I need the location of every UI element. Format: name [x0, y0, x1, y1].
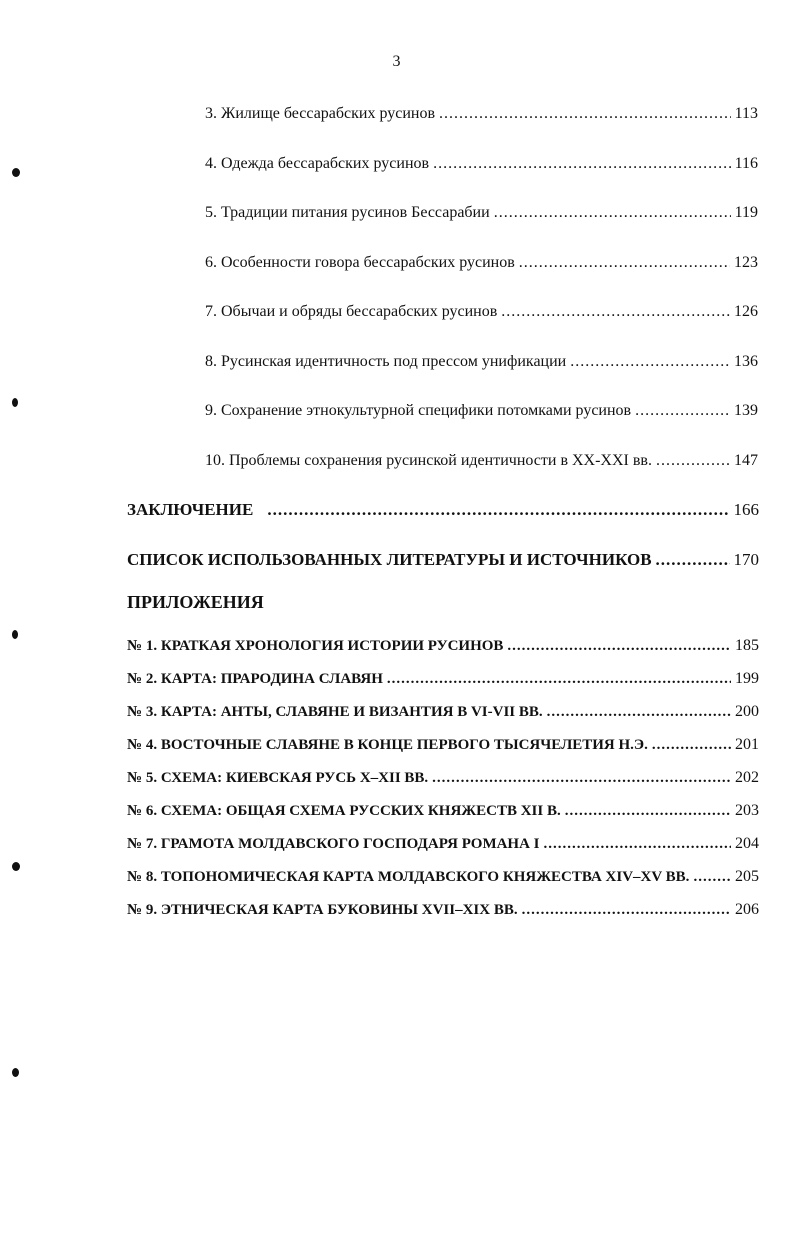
- appendix-entry[interactable]: [127, 736, 759, 754]
- appendix-entry[interactable]: [127, 868, 759, 886]
- appendix-entry-label: № 4. ВОСТОЧНЫЕ СЛАВЯНЕ В КОНЦЕ ПЕРВОГО ТЫСЯЧЕЛЕТИЯ Н.Э.: [127, 737, 648, 753]
- appendix-entry[interactable]: [127, 637, 759, 655]
- appendix-entry-page: 201: [735, 736, 759, 753]
- toc-entry[interactable]: [205, 254, 758, 272]
- toc-entry[interactable]: [205, 353, 758, 371]
- toc-entry-page: 166: [733, 500, 759, 519]
- toc-entry-label: СПИСОК ИСПОЛЬЗОВАННЫХ ЛИТЕРАТУРЫ И ИСТОЧНИКОВ: [127, 550, 652, 569]
- toc-entry-conclusion[interactable]: [127, 500, 759, 520]
- appendix-entry-page: 200: [735, 703, 759, 720]
- leader-dots: [432, 770, 731, 787]
- appendix-entry[interactable]: [127, 835, 759, 853]
- toc-entry-page: 147: [734, 452, 758, 469]
- toc-entry-page: 116: [734, 155, 758, 172]
- toc-entry-label: 9. Сохранение этнокультурной специфики потомками русинов: [205, 402, 632, 419]
- toc-entry[interactable]: [205, 204, 758, 222]
- appendix-entry-label: № 2. КАРТА: ПРАРОДИНА СЛАВЯН: [127, 671, 383, 687]
- appendix-entry[interactable]: [127, 769, 759, 787]
- appendix-entry-label: № 9. ЭТНИЧЕСКАЯ КАРТА БУКОВИНЫ XVII–XIX ВВ.: [127, 902, 518, 918]
- toc-entry-label: 8. Русинская идентичность под прессом унификации: [205, 353, 567, 370]
- leader-dots: [433, 155, 731, 173]
- leader-dots: [635, 402, 730, 420]
- appendix-entry-label: № 8. ТОПОНОМИЧЕСКАЯ КАРТА МОЛДАВСКОГО КНЯЖЕСТВА XIV–XV ВВ.: [127, 869, 690, 885]
- toc-entry-bibliography[interactable]: [127, 550, 759, 570]
- appendix-entry-page: 204: [735, 835, 759, 852]
- toc-entry-page: 123: [734, 254, 758, 271]
- scan-mark: [12, 398, 18, 407]
- appendix-entry-label: № 7. ГРАМОТА МОЛДАВСКОГО ГОСПОДАРЯ РОМАНА I: [127, 836, 540, 852]
- scan-mark: [12, 630, 18, 639]
- leader-dots: [656, 550, 730, 570]
- appendix-entry-label: № 3. КАРТА: АНТЫ, СЛАВЯНЕ И ВИЗАНТИЯ В VI-VII ВВ.: [127, 704, 543, 720]
- appendix-entry[interactable]: [127, 670, 759, 688]
- toc-entry-label: 5. Традиции питания русинов Бессарабии: [205, 204, 490, 221]
- appendix-entry-page: 206: [735, 901, 759, 918]
- toc-entry[interactable]: [205, 155, 758, 173]
- leader-dots: [656, 452, 730, 470]
- scan-mark: [12, 862, 20, 871]
- appendix-entry-page: 205: [735, 868, 759, 885]
- leader-dots: [522, 902, 731, 919]
- leader-dots: [544, 836, 731, 853]
- appendix-entry[interactable]: [127, 703, 759, 721]
- toc-entry-page: 136: [734, 353, 758, 370]
- appendix-entry[interactable]: [127, 901, 759, 919]
- appendix-entry[interactable]: [127, 802, 759, 820]
- page-number: 3: [392, 53, 401, 70]
- scan-mark: [12, 168, 20, 177]
- leader-dots: [507, 638, 731, 655]
- leader-dots: [501, 303, 730, 321]
- toc-entry-label: ЗАКЛЮЧЕНИЕ: [127, 500, 254, 519]
- leader-dots: [439, 105, 731, 123]
- toc-entry-label: 4. Одежда бессарабских русинов: [205, 155, 430, 172]
- appendix-entry-label: № 1. КРАТКАЯ ХРОНОЛОГИЯ ИСТОРИИ РУСИНОВ: [127, 638, 504, 654]
- leader-dots: [693, 869, 731, 886]
- toc-entry-page: 139: [734, 402, 758, 419]
- toc-entry-label: 7. Обычаи и обряды бессарабских русинов: [205, 303, 498, 320]
- leader-dots: [570, 353, 730, 371]
- toc-entry-page: 126: [734, 303, 758, 320]
- toc-entry[interactable]: [205, 105, 758, 123]
- appendix-heading: ПРИЛОЖЕНИЯ: [127, 592, 264, 612]
- toc-entry-page: 170: [733, 550, 759, 569]
- appendix-entry-page: 202: [735, 769, 759, 786]
- leader-dots: [387, 671, 731, 688]
- toc-entry[interactable]: [205, 452, 758, 470]
- toc-entry-page: 119: [734, 204, 758, 221]
- leader-dots: [267, 500, 729, 520]
- appendix-entry-page: 203: [735, 802, 759, 819]
- appendix-entry-label: № 5. СХЕМА: КИЕВСКАЯ РУСЬ X–XII ВВ.: [127, 770, 429, 786]
- appendix-entry-page: 185: [735, 637, 759, 654]
- toc-entry-label: 10. Проблемы сохранения русинской идентичности в XX-XXI вв.: [205, 452, 652, 469]
- leader-dots: [519, 254, 730, 272]
- appendix-entry-label: № 6. СХЕМА: ОБЩАЯ СХЕМА РУССКИХ КНЯЖЕСТВ XII В.: [127, 803, 561, 819]
- toc-entry-label: 3. Жилище бессарабских русинов: [205, 105, 436, 122]
- toc-entry-label: 6. Особенности говора бессарабских русинов: [205, 254, 515, 271]
- leader-dots: [547, 704, 731, 721]
- appendix-entry-page: 199: [735, 670, 759, 687]
- leader-dots: [494, 204, 731, 222]
- leader-dots: [565, 803, 731, 820]
- toc-entry[interactable]: [205, 303, 758, 321]
- scan-mark: [12, 1068, 19, 1077]
- leader-dots: [652, 737, 731, 754]
- toc-entry[interactable]: [205, 402, 758, 420]
- toc-entry-page: 113: [734, 105, 758, 122]
